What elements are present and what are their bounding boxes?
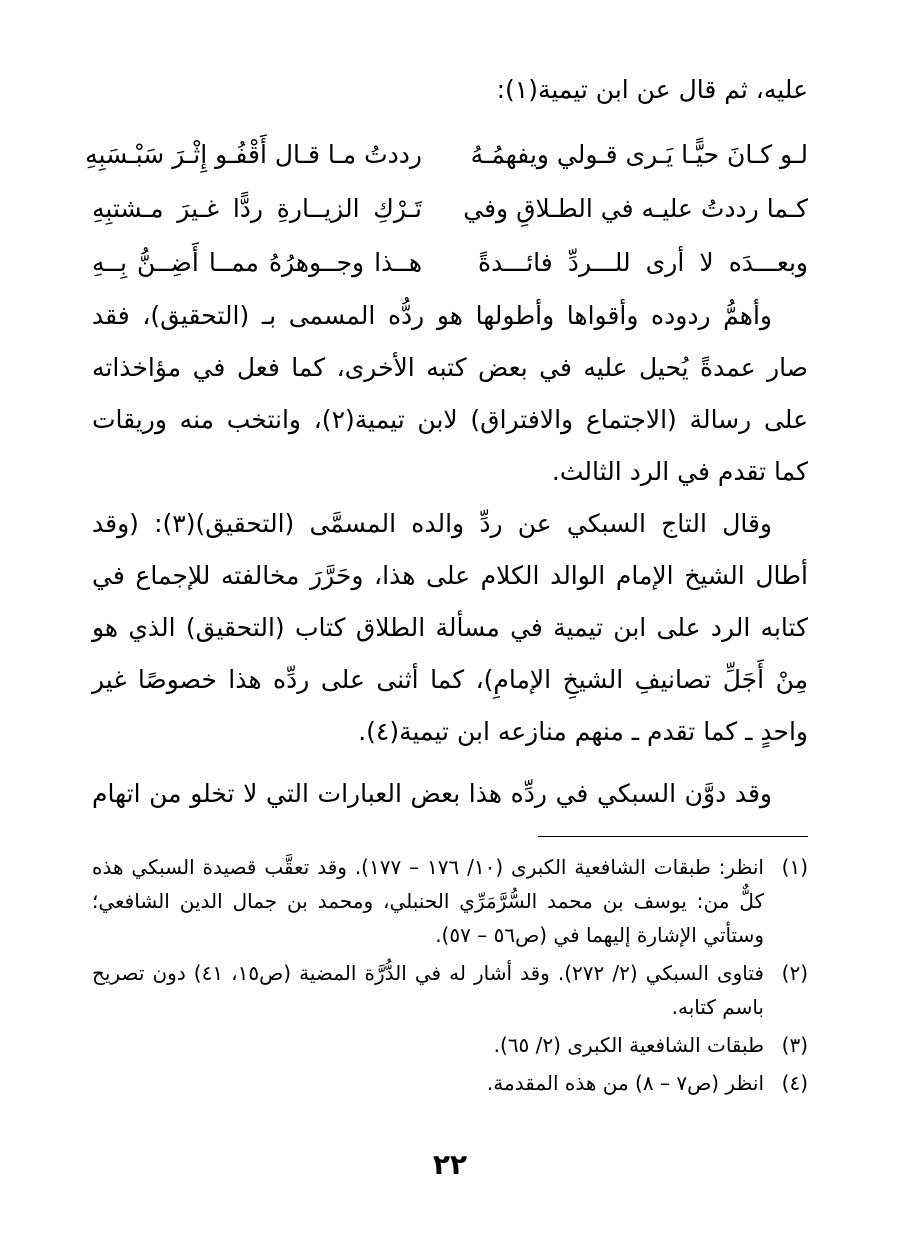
footnote-text: انظر: طبقات الشافعية الكبرى (١٠/ ١٧٦ – ١٧٧). وقد تعقَّب قصيدة السبكي هذه كلٌّ من: يوسف بن محمد السُّرَّمَرِّي الحنبلي، ومحمد بن جمال الدين الشافعي؛ وستأتي الإشارة إليهما في (ص٥٦ – ٥٧). [92,855,764,947]
footnotes [92,850,808,1104]
verse-second-hemistich: تَـرْكِ الزيــارةِ ردًّا غـيرَ مـشتبِهِ [92,194,422,223]
footnote [92,850,808,952]
footnote-separator [538,836,808,837]
body-paragraph: وقد دوَّن السبكي في ردِّه هذا بعض العبارات التي لا تخلو من اتهام [92,779,772,808]
footnote-number: (١) [781,855,808,879]
footnote [92,1028,808,1062]
body-paragraph: وأهمُّ ردوده وأقواها وأطولها هو ردُّه المسمى بـ (التحقيق)، فقد صار عمدةً يُحيل عليه في بعض كتبه الأخرى، كما فعل في مؤاخذاته على رسالة (الاجتماع والافتراق) لابن تيمية(٢)، وانتخب منه وريقات كما تقدم في الرد الثالث. [92,301,808,486]
page-number: ٢٢ [432,1148,468,1181]
footnote-number: (٤) [781,1071,808,1095]
footnote-text: انظر (ص٧ – ٨) من هذه المقدمة. [486,1071,764,1095]
footnote-number: (٣) [781,1033,808,1057]
verse-first-hemistich: كـما رددتُ عليـه في الطـلاقِ وفي [463,194,808,223]
poem [85,128,808,290]
poem-verse [85,128,808,182]
verse-second-hemistich: رددتُ مـا قـال أَقْفُـو إِثْـرَ سَبْـسَبِهِ [85,140,422,169]
footnote [92,956,808,1024]
footnote-number: (٢) [781,961,808,985]
footnote-text: طبقات الشافعية الكبرى (٢/ ٦٥). [493,1033,764,1057]
poem-verse [92,236,808,290]
body-paragraph: وقال التاج السبكي عن ردِّ والده المسمَّى (التحقيق)(٣): (وقد أطال الشيخ الإمام الوالد الكلام على هذا، وحَرَّرَ مخالفته للإجماع في كتابه الرد على ابن تيمية في مسألة الطلاق كتاب (التحقيق) الذي هو مِنْ أَجَلِّ تصانيفِ الشيخِ الإمامِ)، كما أثنى على ردِّه هذا خصوصًا غير واحدٍ ـ كما تقدم ـ منهم منازعه ابن تيمية(٤). [92,509,808,746]
verse-first-hemistich: وبعـــدَه لا أرى للـــردِّ فائـــدةً [478,248,808,277]
footnote [92,1066,808,1100]
verse-first-hemistich: لـو كـانَ حيًّـا يَـرى قـولي ويفهمُـهُ [470,140,808,169]
footnote-text: فتاوى السبكي (٢/ ٢٧٢). وقد أشار له في الدُّرَّة المضية (ص١٥، ٤١) دون تصريح باسم كتابه. [92,961,764,1019]
verse-second-hemistich: هــذا وجــوهرُهُ ممــا أَضِــنُّ بِــهِ [92,248,422,277]
intro-line: عليه، ثم قال عن ابن تيمية(١): [496,75,808,104]
poem-verse [92,182,808,236]
